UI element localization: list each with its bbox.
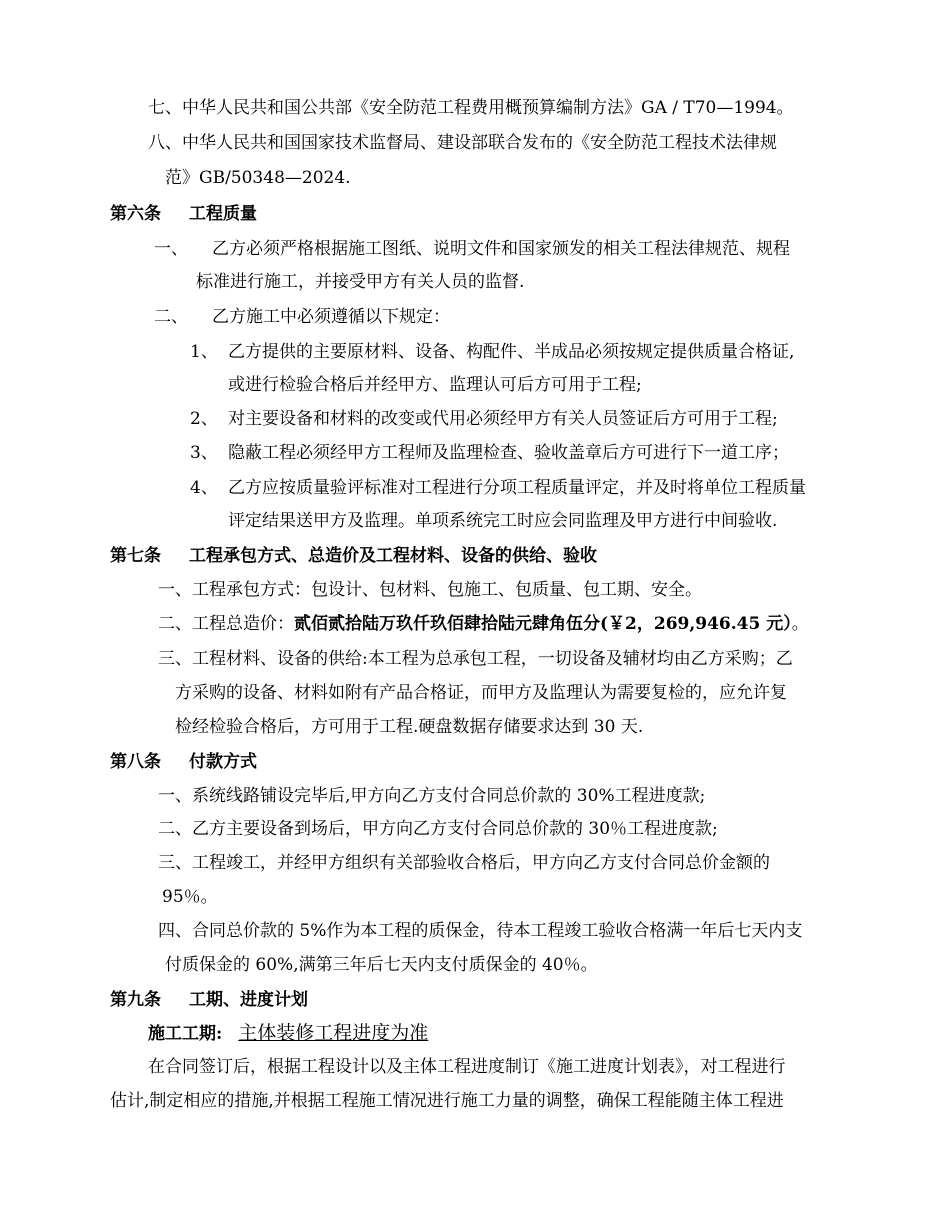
article-number: 第六条 bbox=[110, 204, 161, 224]
article-8-heading bbox=[110, 750, 257, 774]
art8-item-1: 一、系统线路铺设完毕后,甲方向乙方支付合同总价款的 30%工程进度款; bbox=[158, 786, 706, 806]
art7-item-2 bbox=[158, 612, 809, 636]
schedule-paragraph-line-2: 估计,制定相应的措施,并根据工程施工情况进行施工力量的调整，确保工程能随主体工程进 bbox=[110, 1091, 784, 1111]
art8-item-3-continuation: 95％。 bbox=[162, 887, 218, 907]
rule-4-continuation: 评定结果送甲方及监理。单项系统完工时应会同监理及甲方进行中间验收. bbox=[228, 511, 778, 531]
item-text: 乙方施工中必须遵循以下规定： bbox=[212, 307, 450, 327]
rule-text: 隐蔽工程必须经甲方工程师及监理检查、验收盖章后方可进行下一道工序； bbox=[228, 443, 789, 463]
rule-text: 乙方应按质量验评标准对工程进行分项工程质量评定，并及时将单位工程质量 bbox=[228, 478, 806, 498]
art7-item-3: 三、工程材料、设备的供给:本工程为总承包工程，一切设备及辅材均由乙方采购；乙 bbox=[158, 649, 793, 669]
art8-item-4-continuation: 付质保金的 60%,满第三年后七天内支付质保金的 40％。 bbox=[165, 955, 598, 975]
total-price-amount: 贰佰贰拾陆万玖仟玖佰肆拾陆元肆角伍分(￥2，269,946.45 元） bbox=[294, 614, 792, 634]
clause-8-continuation: 范》GB/50348—2024. bbox=[165, 168, 351, 188]
rule-number: 4、 bbox=[190, 478, 218, 498]
construction-period bbox=[148, 1021, 428, 1046]
art6-item-1 bbox=[154, 237, 790, 261]
article-title: 工程承包方式、总造价及工程材料、设备的供给、验收 bbox=[189, 546, 597, 566]
article-number: 第九条 bbox=[110, 990, 161, 1010]
rule-1-continuation: 或进行检验合格后并经甲方、监理认可后方可用于工程; bbox=[228, 375, 642, 395]
art7-item-3-continuation-2: 检经检验合格后，方可用于工程.硬盘数据存储要求达到 30 天. bbox=[175, 717, 644, 737]
art8-item-2: 二、乙方主要设备到场后，甲方向乙方支付合同总价款的 30％工程进度款; bbox=[158, 819, 718, 839]
item-text: 乙方必须严格根据施工图纸、说明文件和国家颁发的相关工程法律规范、规程 bbox=[212, 239, 790, 259]
art6-item-2 bbox=[154, 305, 450, 329]
article-number: 第七条 bbox=[110, 546, 161, 566]
art6-item-1-continuation: 标准进行施工，并接受甲方有关人员的监督. bbox=[196, 272, 525, 292]
art8-item-4: 四、合同总价款的 5%作为本工程的质保金，待本工程竣工验收合格满一年后七天内支 bbox=[158, 921, 803, 941]
rule-1 bbox=[190, 340, 794, 364]
item-number: 一、 bbox=[154, 239, 188, 259]
article-6-heading bbox=[110, 202, 257, 226]
art7-item-1: 一、工程承包方式：包设计、包材料、包施工、包质量、包工期、安全。 bbox=[158, 580, 702, 600]
rule-text: 对主要设备和材料的改变或代用必须经甲方有关人员签证后方可用于工程; bbox=[228, 409, 778, 429]
rule-number: 3、 bbox=[190, 443, 218, 463]
art7-item-3-continuation-1: 方采购的设备、材料如附有产品合格证，而甲方及监理认为需要复检的，应允许复 bbox=[175, 683, 787, 703]
clause-7-line: 七、中华人民共和国公共部《安全防范工程费用概预算编制方法》GA / T70—1994。 bbox=[148, 98, 794, 118]
art8-item-3: 三、工程竣工，并经甲方组织有关部验收合格后，甲方向乙方支付合同总价金额的 bbox=[158, 853, 770, 873]
article-9-heading bbox=[110, 988, 308, 1012]
item-end-punct: 。 bbox=[791, 614, 809, 634]
rule-3 bbox=[190, 441, 789, 465]
construction-period-label: 施工工期: bbox=[148, 1024, 223, 1044]
rule-number: 2、 bbox=[190, 409, 218, 429]
rule-number: 1、 bbox=[190, 342, 218, 362]
article-title: 工期、进度计划 bbox=[189, 990, 308, 1010]
construction-period-value: 主体装修工程进度为准 bbox=[238, 1022, 429, 1044]
item-number: 二、 bbox=[154, 307, 188, 327]
rule-text: 乙方提供的主要原材料、设备、构配件、半成品必须按规定提供质量合格证, bbox=[228, 342, 795, 362]
article-number: 第八条 bbox=[110, 752, 161, 772]
total-price-label: 二、工程总造价： bbox=[158, 614, 294, 634]
article-title: 工程质量 bbox=[189, 204, 257, 224]
rule-4 bbox=[190, 476, 806, 500]
rule-2 bbox=[190, 407, 778, 431]
article-title: 付款方式 bbox=[189, 752, 257, 772]
clause-8-line: 八、中华人民共和国国家技术监督局、建设部联合发布的《安全防范工程技术法律规 bbox=[148, 133, 777, 153]
schedule-paragraph-line-1: 在合同签订后，根据工程设计以及主体工程进度制订《施工进度计划表》，对工程进行 bbox=[148, 1057, 786, 1077]
article-7-heading bbox=[110, 544, 597, 568]
